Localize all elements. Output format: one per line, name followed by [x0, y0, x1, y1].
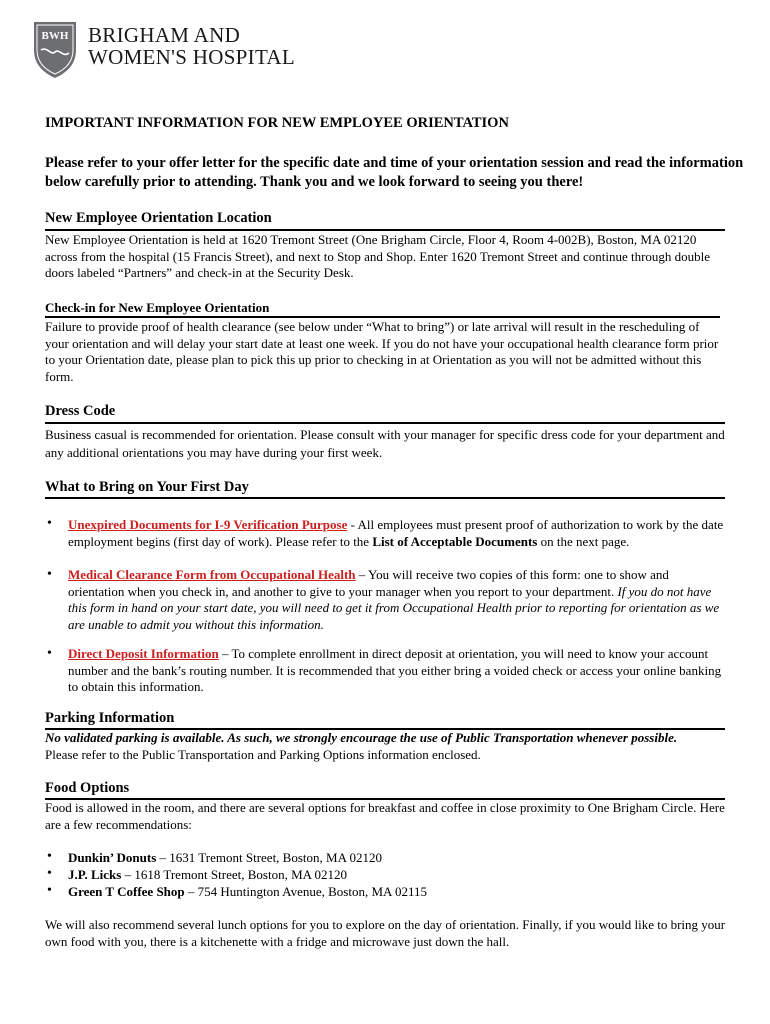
- bullet: •: [47, 516, 52, 531]
- bullet: •: [47, 646, 52, 661]
- list-item: [68, 884, 728, 901]
- item-label: Unexpired Documents for I-9 Verification Purpose: [68, 517, 348, 532]
- food-address: – 1618 Tremont Street, Boston, MA 02120: [121, 867, 348, 882]
- divider: [45, 316, 720, 318]
- food-name: J.P. Licks: [68, 867, 122, 882]
- food-body: Food is allowed in the room, and there are several options for breakfast and coffee in close proximity to One Brigham Circle. Here are a few recommendations:: [45, 800, 725, 832]
- item-label: Medical Clearance Form from Occupational Health: [68, 567, 356, 582]
- bullet: •: [47, 567, 52, 582]
- divider: [45, 422, 725, 424]
- divider: [45, 229, 725, 231]
- dress-body: Business casual is recommended for orientation. Please consult with your manager for specific dress code for your department and any additional orientations you may have during your first week.: [45, 427, 725, 460]
- food-name: Green T Coffee Shop: [68, 884, 185, 899]
- shield-icon: [32, 20, 78, 80]
- hospital-logo: [32, 20, 312, 82]
- list-item: [68, 646, 728, 696]
- bullet: •: [47, 866, 52, 881]
- food-closing: We will also recommend several lunch options for you to explore on the day of orientation. Finally, if you would like to bring your own food with you, there is a kitchenette with a fridge and microwave just down the hall.: [45, 917, 726, 949]
- food-heading: Food Options: [45, 780, 130, 796]
- item-label: Direct Deposit Information: [68, 646, 219, 661]
- bring-heading: What to Bring on Your First Day: [45, 479, 249, 495]
- item-italic: If you do not have this form in hand on your start date, you will need to get it from Occupational Health prior to reporting for orientation as we are unable to admit you without this information.: [68, 583, 720, 632]
- parking-body: [45, 730, 745, 763]
- intro-text: Please refer to your offer letter for the specific date and time of your orientation session and read the information below carefully prior to attending. Thank you and we look forward to seeing you there!: [45, 155, 744, 190]
- logo-line-2: WOMEN'S HOSPITAL: [88, 45, 295, 69]
- list-item: [68, 517, 728, 550]
- parking-heading: Parking Information: [45, 710, 175, 726]
- food-address: – 1631 Tremont Street, Boston, MA 02120: [156, 850, 382, 865]
- food-address: – 754 Huntington Avenue, Boston, MA 02115: [184, 884, 427, 899]
- page-title: IMPORTANT INFORMATION FOR NEW EMPLOYEE ORIENTATION: [45, 115, 509, 131]
- item-bold: List of Acceptable Documents: [372, 533, 538, 549]
- item-text: – To complete enrollment in direct deposit at orientation, you will need to know your account number and the bank’s routing number. It is recommended that you either bring a voided check or access your online banking to obtain this information.: [68, 646, 722, 694]
- parking-italic: No validated parking is available. As such, we strongly encourage the use of Public Transportation whenever possible.: [45, 730, 678, 745]
- item-text: - All employees must present proof of authorization to work by the date employment begins (first day of work). Please refer to the: [68, 517, 724, 549]
- location-body: New Employee Orientation is held at 1620 Tremont Street (One Brigham Circle, Floor 4, Room 4-002B), Boston, MA 02120 across from the hospital (15 Francis Street), and next to Stop and Shop. Enter 1620 Tremont Street and continue through double doors labeled “Partners” and check-in at the Security Desk.: [45, 232, 711, 280]
- list-item: [68, 850, 728, 867]
- dress-heading: Dress Code: [45, 403, 116, 419]
- checkin-body: Failure to provide proof of health clearance (see below under “What to bring”) or late arrival will result in the rescheduling of your orientation and will delay your start date at least one week. If you do not have your occupational health clearance form prior to your Orientation date, please plan to pick this up prior to checking in at Orientation as you will not be admitted without this form.: [45, 319, 719, 384]
- checkin-heading: Check-in for New Employee Orientation: [45, 300, 270, 315]
- list-item: [68, 867, 728, 884]
- list-item: [68, 567, 728, 633]
- logo-line-1: BRIGHAM AND: [88, 23, 241, 47]
- divider: [45, 497, 725, 499]
- bullet: •: [47, 883, 52, 898]
- location-heading: New Employee Orientation Location: [45, 210, 272, 226]
- parking-text: Please refer to the Public Transportation and Parking Options information enclosed.: [45, 746, 481, 762]
- shield-text: BWH: [41, 30, 69, 42]
- item-text: – You will receive two copies of this form: one to show and orientation when you check in, and another to give to your manager when you report to your department.: [68, 567, 669, 599]
- food-name: Dunkin’ Donuts: [68, 850, 157, 865]
- bullet: •: [47, 849, 52, 864]
- item-tail: on the next page.: [537, 533, 630, 549]
